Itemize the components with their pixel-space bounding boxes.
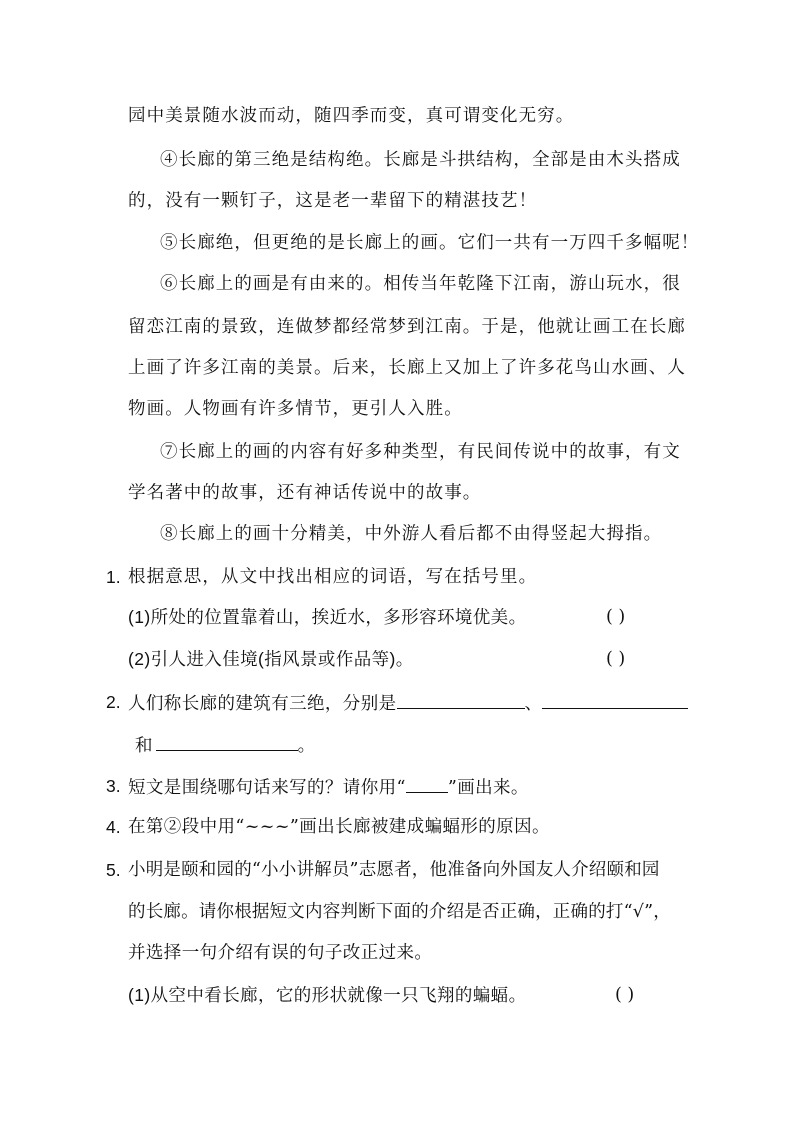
period: 。 [297,736,317,756]
question-5-line-2: 的长廊。请你根据短文内容判断下面的介绍是否正确，正确的打“√”， [128,902,671,922]
question-1-sub-2: (2)引人进入佳境(指风景或作品等)。 [128,649,414,669]
question-2-text: 人们称长廊的建筑有三绝，分别是 [128,694,397,714]
question-1-number: 1. [106,567,121,587]
question-2-line-1 [128,690,688,716]
paragraph-7-line-1: ⑦长廊上的画的内容有好多种类型，有民间传说中的故事，有文 [160,442,681,462]
paragraph-6-line-4: 物画。人物画有许多情节，更引人入胜。 [128,399,463,419]
paragraph-6-line-3: 上画了许多江南的美景。后来，长廊上又加上了许多花鸟山水画、人 [128,358,686,378]
answer-paren[interactable]: ( ) [615,985,635,1005]
paragraph-5-line-1: ⑤长廊绝，但更绝的是长廊上的画。它们一共有一万四千多幅呢！ [160,233,700,253]
question-2-line-2 [135,732,316,758]
question-3-text-end: ”画出来。 [447,778,529,798]
answer-paren[interactable]: ( ) [606,607,626,627]
passage-line: 园中美景随水波而动，随四季而变，真可谓变化无穷。 [128,106,575,126]
question-4-text: 在第②段中用“~~~”画出长廊被建成蝙蝠形的原因。 [128,817,550,837]
answer-paren[interactable]: ( ) [606,649,626,669]
question-4-number: 4. [106,817,121,837]
question-5-line-1: 小明是颐和园的“小小讲解员”志愿者，他准备向外国友人介绍颐和园 [128,860,660,880]
paragraph-6-line-2: 留恋江南的景致，连做梦都经常梦到江南。于是，他就让画工在长廊 [128,317,686,337]
paragraph-8-line-1: ⑧长廊上的画十分精美，中外游人看后都不由得竖起大拇指。 [160,524,663,544]
answer-blank[interactable] [156,732,298,751]
paragraph-4-line-1: ④长廊的第三绝是结构绝。长廊是斗拱结构，全部是由木头搭成 [160,150,681,170]
paragraph-7-line-2: 学名著中的故事，还有神话传说中的故事。 [128,483,482,503]
question-3-text: 短文是围绕哪句话来写的？请你用“ [128,778,406,798]
question-5-sub-1: (1)从空中看长廊，它的形状就像一只飞翔的蝙蝠。 [128,985,527,1005]
underline-sample [406,774,448,793]
paragraph-6-line-1: ⑥长廊上的画是有由来的。相传当年乾隆下江南，游山玩水，很 [160,274,681,294]
question-2-number: 2. [106,692,121,712]
and-word: 和 [135,736,154,756]
answer-blank[interactable] [542,690,688,709]
separator: 、 [524,694,543,714]
question-1-sub-1: (1)所处的位置靠着山，挨近水，多形容环境优美。 [128,607,527,627]
paragraph-4-line-2: 的，没有一颗钉子，这是老一辈留下的精湛技艺！ [128,191,538,211]
answer-blank[interactable] [397,690,525,709]
question-5-number: 5. [106,860,121,880]
question-1-text: 根据意思，从文中找出相应的词语，写在括号里。 [128,567,538,587]
question-3-number: 3. [106,776,121,796]
question-3-line [128,774,529,800]
question-5-line-3: 并选择一句介绍有误的句子改正过来。 [128,943,433,963]
